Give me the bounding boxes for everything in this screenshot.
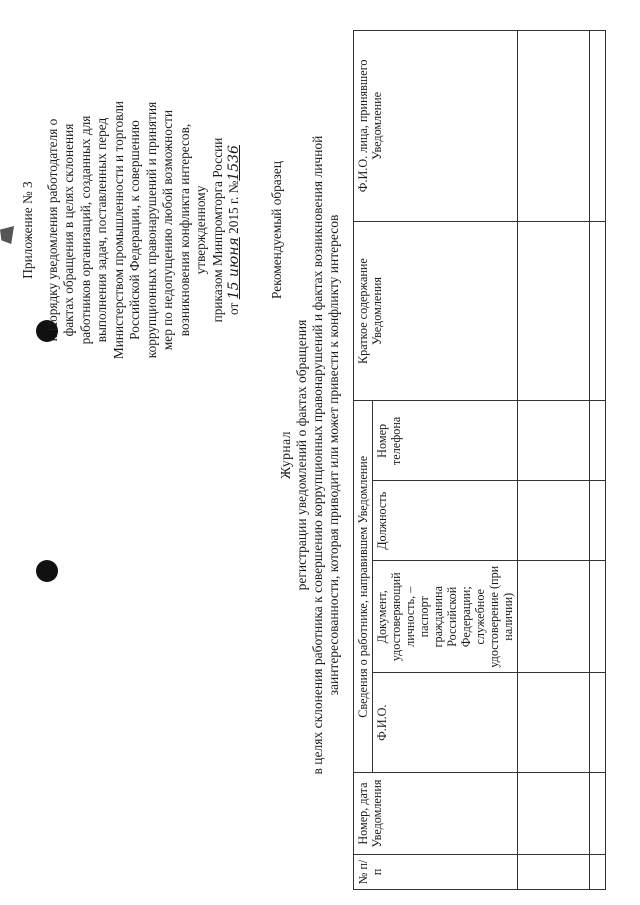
table-cell — [518, 481, 590, 561]
title-line: заинтересованности, которая приводит или может привести к конфликту интересов — [326, 214, 341, 696]
col-document-header: Документ, удостоверяющий личность, – паспорт гражданина Российской Федерации; служебное удостоверение (при наличии) — [373, 561, 518, 673]
appendix-header — [20, 20, 285, 440]
title-line: регистрации уведомлений о фактах обращения — [294, 319, 309, 591]
table-cell — [590, 221, 606, 401]
basis-line: фактах обращения в целях склонения — [61, 123, 76, 337]
order-prefix: от — [226, 302, 241, 315]
appendix-number: Приложение № 3 — [20, 181, 35, 279]
col-position-header: Должность — [373, 481, 518, 561]
order-year: 2015 г. № — [226, 180, 241, 234]
table-cell — [518, 673, 590, 773]
col-receiver-header: Ф.И.О. лица, принявшего Уведомление — [354, 31, 518, 222]
basis-line: мер по недопущению любой возможности — [160, 109, 175, 351]
basis-line: возникновения конфликта интересов, — [176, 123, 192, 337]
table-cell — [518, 31, 590, 222]
table-cell — [590, 401, 606, 481]
appendix-basis — [45, 20, 227, 440]
table-cell — [590, 31, 606, 222]
sample-label: Рекомендуемый образец — [268, 161, 284, 299]
basis-line: Российской Федерации, к совершению — [127, 120, 142, 340]
col-number-header: № п/п — [354, 855, 518, 890]
journal-title — [278, 20, 342, 890]
basis-line: к Порядку уведомления работодателя о — [44, 118, 60, 342]
basis-line: коррупционных правонарушений и принятия — [143, 101, 159, 359]
table-cell — [518, 773, 590, 855]
table-cell — [518, 561, 590, 673]
col-fio-header: Ф.И.О. — [373, 673, 518, 773]
table-cell — [590, 773, 606, 855]
basis-line: утвержденному — [193, 185, 208, 275]
col-employee-group-header: Сведения о работнике, направившем Уведомление — [354, 401, 373, 773]
table-header-row — [354, 31, 373, 890]
table-cell — [590, 855, 606, 890]
table-row — [518, 31, 590, 890]
order-date: 15 июня — [226, 237, 242, 300]
table-row — [590, 31, 606, 890]
basis-line: выполнения задач, поставленных перед — [94, 117, 109, 343]
table-cell — [518, 401, 590, 481]
title-line: Журнал — [278, 431, 293, 480]
title-line: в целях склонения работника к совершению коррупционных правонарушений и фактах возникновения личной — [310, 135, 325, 775]
col-summary-header: Краткое содержание Уведомления — [354, 221, 518, 401]
table-cell — [518, 855, 590, 890]
col-phone-header: Номер телефона — [373, 401, 518, 481]
order-reference — [226, 20, 243, 440]
scan-mark — [0, 226, 14, 244]
basis-line: работников организаций, созданных для — [77, 115, 93, 345]
journal-table — [353, 30, 606, 890]
order-number: 1536 — [226, 145, 242, 181]
basis-line: Министерством промышленности и торговли — [110, 100, 126, 360]
table-cell — [590, 561, 606, 673]
basis-line: приказом Минпромторга России — [209, 137, 225, 323]
table-cell — [590, 481, 606, 561]
rotated-document — [20, 20, 620, 890]
table-cell — [590, 673, 606, 773]
table-cell — [518, 221, 590, 401]
col-registration-header: Номер, дата Уведомления — [354, 773, 518, 855]
